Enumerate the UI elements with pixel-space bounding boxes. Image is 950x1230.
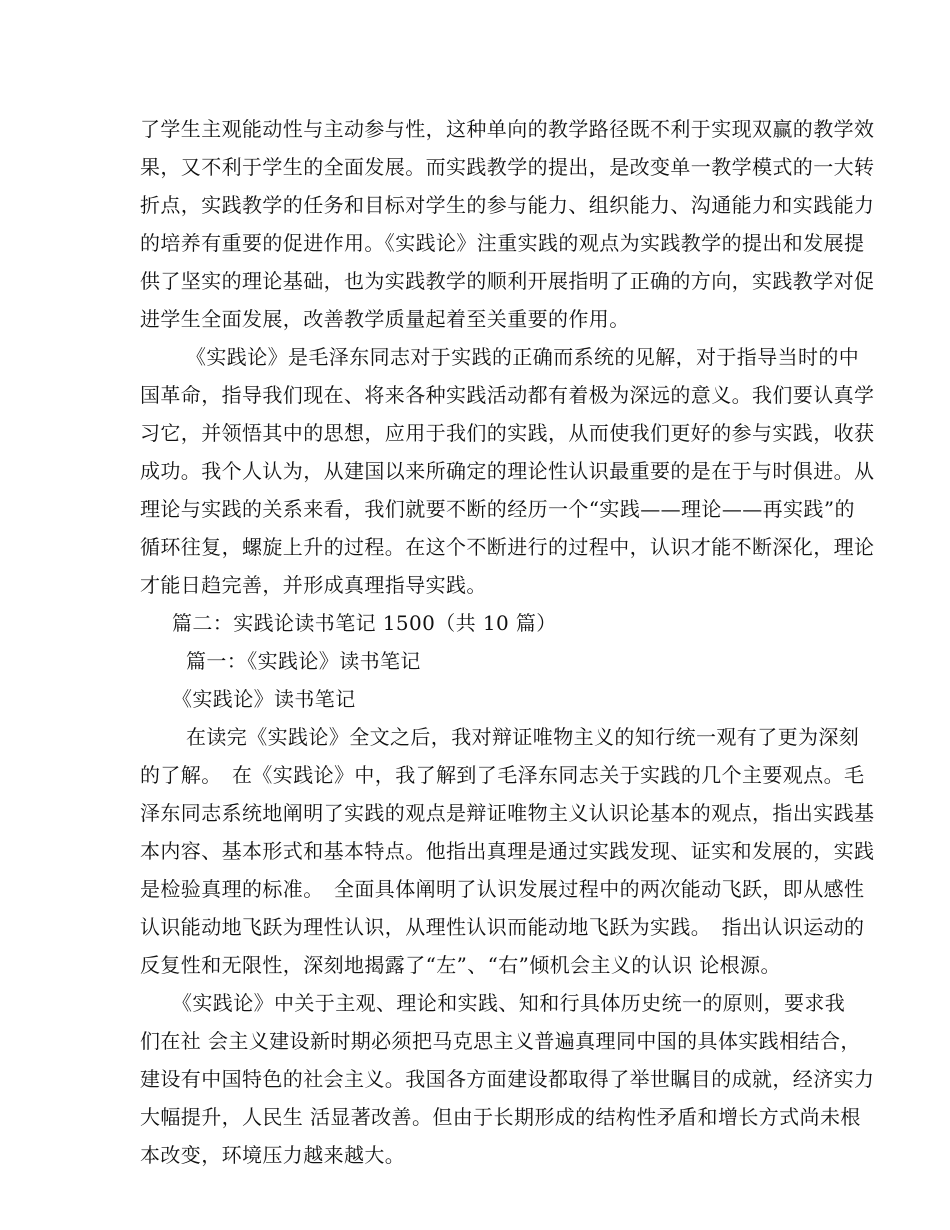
text-line: 进学生全面发展，改善教学质量起着至关重要的作用。 xyxy=(140,307,630,331)
text-line: 才能日趋完善，并形成真理指导实践。 xyxy=(140,573,487,597)
article-title: 《实践论》读书笔记 xyxy=(172,687,356,711)
text-line: 循环往复，螺旋上升的过程。在这个不断进行的过程中，认识才能不断深化，理论 xyxy=(140,535,875,559)
text-line: 们在社 会主义建设新时期必须把马克思主义普遍真理同中国的具体实践相结合， xyxy=(140,1029,861,1053)
text-line: 认识能动地飞跃为理性认识，从理性认识而能动地飞跃为实践。 指出认识运动的 xyxy=(140,915,865,939)
text-line: 的培养有重要的促进作用。《实践论》注重实践的观点为实践教学的提出和发展提 xyxy=(140,231,865,255)
paragraph-first-line: 在读完《实践论》全文之后，我对辩证唯物主义的知行统一观有了更为深刻 xyxy=(186,725,860,749)
text-line: 国革命，指导我们现在、将来各种实践活动都有着极为深远的意义。我们要认真学 xyxy=(140,383,875,407)
subsection-heading: 篇一：《实践论》读书笔记 xyxy=(186,649,421,673)
paragraph-first-line: 《实践论》是毛泽东同志对于实践的正确而系统的见解，对于指导当时的中 xyxy=(186,345,860,369)
paragraph-first-line: 《实践论》中关于主观、理论和实践、知和行具体历史统一的原则，要求我 xyxy=(172,991,846,1015)
text-line: 本内容、基本形式和基本特点。他指出真理是通过实践发现、证实和发展的，实践 xyxy=(140,839,875,863)
text-line: 习它，并领悟其中的思想，应用于我们的实践，从而使我们更好的参与实践，收获 xyxy=(140,421,875,445)
section-heading: 篇二：实践论读书笔记 1500（共 10 篇） xyxy=(172,611,557,635)
text-line: 供了坚实的理论基础，也为实践教学的顺利开展指明了正确的方向，实践教学对促 xyxy=(140,269,875,293)
text-line: 成功。我个人认为，从建国以来所确定的理论性认识最重要的是在于与时俱进。从 xyxy=(140,459,875,483)
text-line: 果，又不利于学生的全面发展。而实践教学的提出，是改变单一教学模式的一大转 xyxy=(140,155,875,179)
text-line: 建设有中国特色的社会主义。我国各方面建设都取得了举世瞩目的成就，经济实力 xyxy=(140,1067,875,1091)
text-line: 理论与实践的关系来看，我们就要不断的经历一个“实践——理论——再实践”的 xyxy=(140,497,855,521)
text-line: 本改变，环境压力越来越大。 xyxy=(140,1143,406,1167)
text-line: 是检验真理的标准。 全面具体阐明了认识发展过程中的两次能动飞跃，即从感性 xyxy=(140,877,865,901)
text-line: 折点，实践教学的任务和目标对学生的参与能力、组织能力、沟通能力和实践能力 xyxy=(140,193,875,217)
text-line: 大幅提升，人民生 活显著改善。但由于长期形成的结构性矛盾和增长方式尚未根 xyxy=(140,1105,861,1129)
text-line: 的了解。 在《实践论》中，我了解到了毛泽东同志关于实践的几个主要观点。毛 xyxy=(140,763,865,787)
text-line: 反复性和无限性，深刻地揭露了“左”、“右”倾机会主义的认识 论根源。 xyxy=(140,953,781,977)
text-line: 泽东同志系统地阐明了实践的观点是辩证唯物主义认识论基本的观点，指出实践基 xyxy=(140,801,875,825)
text-line: 了学生主观能动性与主动参与性，这种单向的教学路径既不利于实现双赢的教学效 xyxy=(140,117,875,141)
